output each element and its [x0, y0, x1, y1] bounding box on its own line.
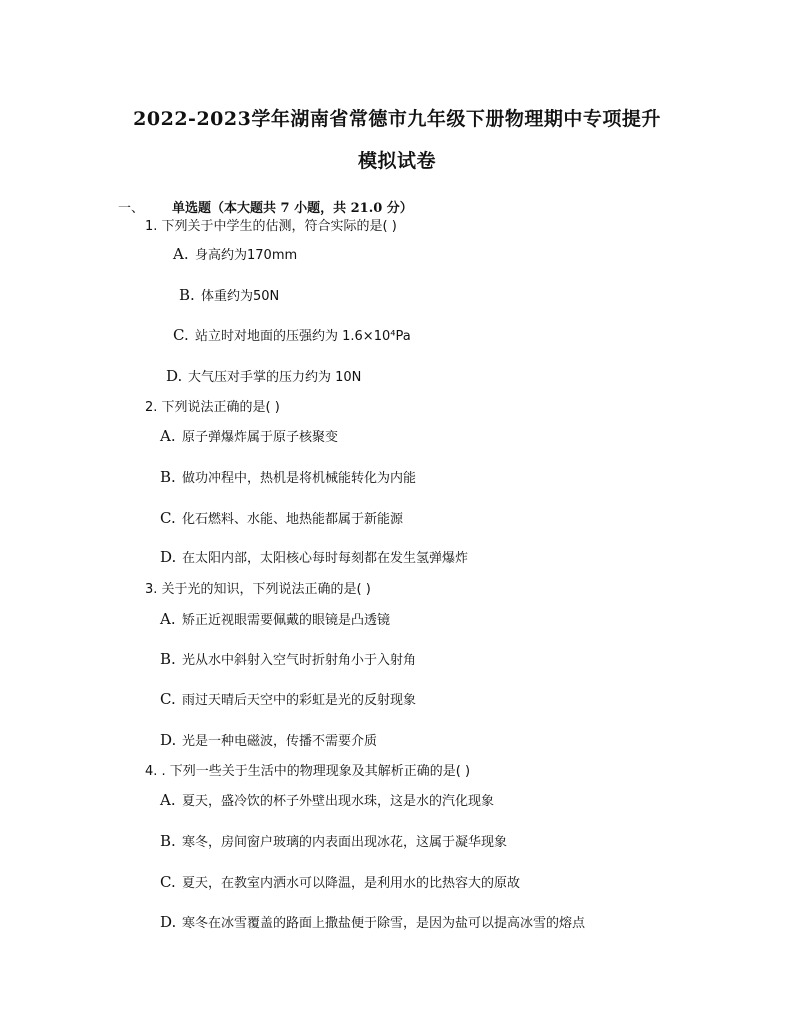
- question-4-option-b: [160, 831, 507, 850]
- option-text: 夏天，盛冷饮的杯子外壁出现水珠，这是水的汽化现象: [182, 794, 495, 809]
- question-2-option-b: [160, 467, 416, 486]
- option-letter: A.: [160, 427, 176, 445]
- option-text: 雨过天晴后天空中的彩虹是光的反射现象: [182, 693, 417, 708]
- option-letter: B.: [160, 468, 176, 486]
- option-letter: A.: [160, 610, 176, 628]
- question-3: [145, 578, 371, 597]
- option-letter: D.: [160, 731, 177, 749]
- option-letter: C.: [160, 690, 176, 708]
- question-1-option-d: [166, 366, 361, 385]
- question-3-option-c: [160, 689, 416, 708]
- option-letter: A.: [160, 791, 176, 809]
- question-1-option-c: [173, 325, 411, 344]
- option-text: 原子弹爆炸属于原子核聚变: [182, 430, 339, 445]
- section-number: 一、: [118, 201, 145, 216]
- option-text: 寒冬在冰雪覆盖的路面上撒盐便于除雪，是因为盐可以提高冰雪的熔点: [182, 916, 586, 931]
- question-1-option-b: [179, 285, 279, 304]
- option-text: 站立时对地面的压强约为 1.6×10⁴Pa: [195, 329, 411, 344]
- question-stem: 1. 下列关于中学生的估测，符合实际的是( ): [145, 219, 397, 234]
- option-letter: C.: [160, 509, 176, 527]
- option-letter: A.: [173, 245, 189, 263]
- question-2: [145, 396, 280, 415]
- option-text: 化石燃料、水能、地热能都属于新能源: [182, 512, 404, 527]
- question-2-option-d: [160, 547, 468, 566]
- question-4-option-d: [160, 912, 585, 931]
- option-text: 体重约为50N: [201, 289, 280, 304]
- question-4-option-a: [160, 790, 494, 809]
- document-title-line-2: 模拟试卷: [357, 150, 436, 172]
- section-heading: [118, 197, 413, 216]
- option-letter: B.: [160, 832, 176, 850]
- question-3-option-d: [160, 730, 377, 749]
- question-2-option-a: [160, 426, 338, 445]
- option-letter: B.: [179, 286, 195, 304]
- question-1: [145, 215, 397, 234]
- option-letter: C.: [173, 326, 189, 344]
- option-text: 夏天，在教室内洒水可以降温，是利用水的比热容大的原故: [182, 876, 521, 891]
- question-1-option-a: [173, 244, 297, 263]
- option-letter: B.: [160, 650, 176, 668]
- option-text: 矫正近视眼需要佩戴的眼镜是凸透镜: [182, 613, 391, 628]
- question-stem: 4. . 下列一些关于生活中的物理现象及其解析正确的是( ): [145, 764, 471, 779]
- question-3-option-a: [160, 609, 390, 628]
- question-2-option-c: [160, 508, 403, 527]
- question-4: [145, 760, 470, 779]
- section-label: 单选题（本大题共 7 小题，共 21.0 分）: [172, 201, 413, 216]
- option-text: 光是一种电磁波，传播不需要介质: [182, 734, 378, 749]
- option-text: 在太阳内部，太阳核心每时每刻都在发生氢弹爆炸: [182, 551, 469, 566]
- question-stem: 2. 下列说法正确的是( ): [145, 400, 280, 415]
- option-letter: D.: [160, 548, 177, 566]
- question-3-option-b: [160, 649, 416, 668]
- option-text: 身高约为170mm: [195, 248, 298, 263]
- option-text: 光从水中斜射入空气时折射角小于入射角: [182, 653, 417, 668]
- option-letter: D.: [166, 367, 183, 385]
- question-stem: 3. 关于光的知识，下列说法正确的是( ): [145, 582, 371, 597]
- option-letter: D.: [160, 913, 177, 931]
- document-title-line-1: 2022-2023学年湖南省常德市九年级下册物理期中专项提升: [133, 108, 661, 130]
- option-text: 做功冲程中，热机是将机械能转化为内能: [182, 471, 417, 486]
- option-text: 寒冬，房间窗户玻璃的内表面出现冰花，这属于凝华现象: [182, 835, 508, 850]
- option-text: 大气压对手掌的压力约为 10N: [188, 370, 362, 385]
- question-4-option-c: [160, 872, 520, 891]
- option-letter: C.: [160, 873, 176, 891]
